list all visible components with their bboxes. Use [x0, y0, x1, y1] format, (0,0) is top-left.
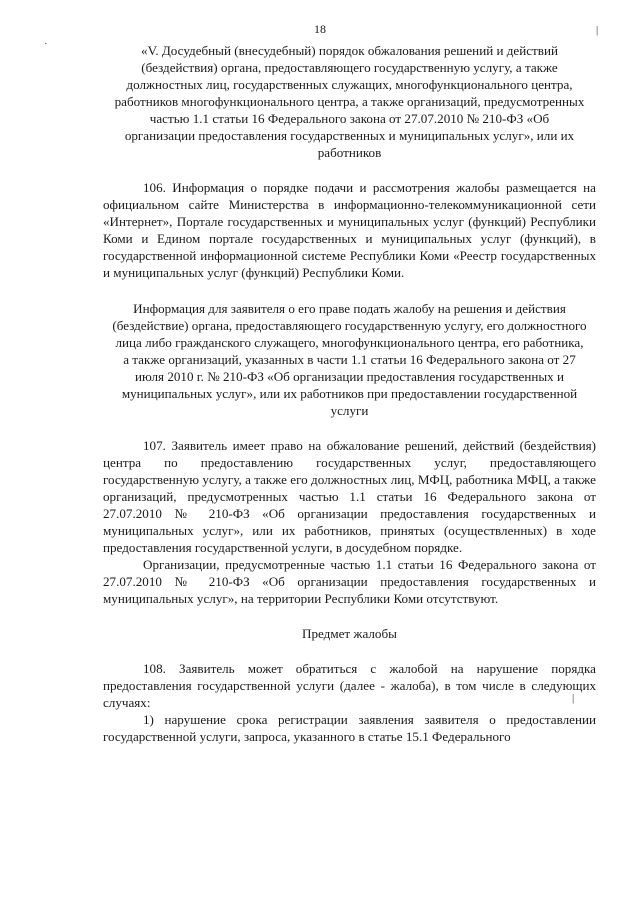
margin-mark-top-left: · — [44, 38, 48, 50]
paragraph-107-organizations: Организации, предусмотренные частью 1.1 статьи 16 Федерального закона от 27.07.2010 № 210-ФЗ «Об организации предоставления государственных и муниципальных услуг», на территории Республики Коми отсутствуют. — [103, 557, 596, 606]
subject-heading: Предмет жалобы — [302, 626, 397, 641]
section-heading: «V. Досудебный (внесудебный) порядок обжалования решений и действий (бездействия) органа, предоставляющего государственную услугу, а также должностных лиц, государственных служащих, многофункционального центра, работников многофункционального центра, а также организаций, предусмотренных частью 1.1 статьи 16 Федерального закона от 27.07.2010 № 210-ФЗ «Об организации предоставления государственных и муниципальных услуг», или их работников — [114, 43, 585, 160]
paragraph-108-item-1: 1) нарушение срока регистрации заявления заявителя о предоставлении государственной услуги, запроса, указанного в статье 15.1 Федерального — [103, 712, 596, 744]
paragraph-106: 106. Информация о порядке подачи и рассмотрения жалобы размещается на официальном сайте Министерства в информационно-телекоммуникационной сети «Интернет», Портале государственных и муниципальных услуг (функций) Республики Коми и Едином портале государственных и муниципальных услуг (функций), в государственной информационной системе Республики Коми «Реестр государственных и муниципальных услуг (функций) Республики Коми. — [103, 180, 596, 280]
page-number: 18 — [314, 22, 326, 36]
document-body — [103, 42, 596, 745]
paragraph-108: 108. Заявитель может обратиться с жалобой на нарушение порядка предоставления государственной услуги (далее - жалоба), в том числе в следующих случаях: — [103, 661, 596, 710]
margin-mark-mid-right: | — [572, 692, 575, 704]
info-heading: Информация для заявителя о его праве подать жалобу на решения и действия (бездействие) органа, предоставляющего государственную услугу, его должностного лица либо гражданского служащего, многофункционального центра, его работника, а также организаций, указанных в части 1.1 статьи 16 Федерального закона от 27 июля 2010 г. № 210-ФЗ «Об организации предоставления государственных и муниципальных услуг», или их работников при предоставлении государственной услуги — [112, 301, 587, 418]
margin-mark-top-right: | — [596, 24, 599, 36]
paragraph-107: 107. Заявитель имеет право на обжалование решений, действий (бездействия) центра по предоставлению государственных услуг, предоставляющего государственную услугу, а также его должностных лиц, МФЦ, работника МФЦ, а также организаций, предусмотренных частью 1.1 статьи 16 Федерального закона от 27.07.2010 № 210-ФЗ «Об организации предоставления государственных и муниципальных услуг», или их работников, принятых (осуществленных) в ходе предоставления государственной услуги, в досудебном порядке. — [103, 438, 596, 555]
